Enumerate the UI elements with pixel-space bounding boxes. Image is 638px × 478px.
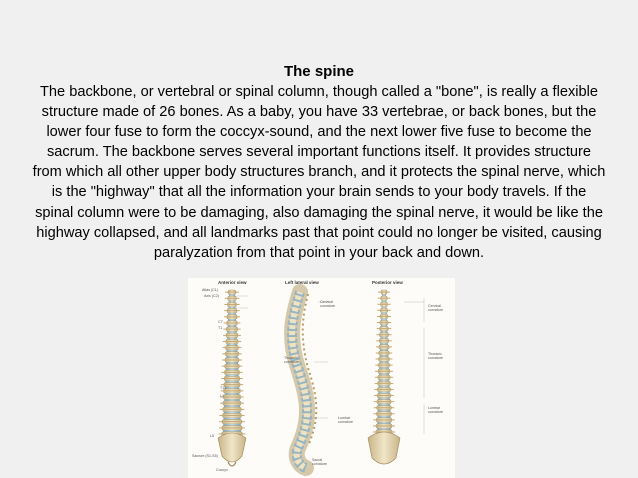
anterior-disc bbox=[227, 350, 238, 352]
posterior-disc bbox=[378, 410, 391, 412]
slide-title: The spine bbox=[283, 63, 354, 80]
posterior-sacrum bbox=[368, 432, 400, 464]
lateral-spine bbox=[292, 292, 316, 468]
anterior-disc bbox=[228, 307, 235, 309]
posterior-disc bbox=[377, 422, 390, 424]
label-l5: L5 bbox=[210, 434, 214, 438]
anterior-disc bbox=[227, 331, 236, 333]
spine-drawing bbox=[188, 278, 455, 478]
posterior-disc bbox=[381, 313, 386, 315]
posterior-disc bbox=[378, 416, 391, 418]
posterior-disc bbox=[378, 404, 390, 406]
anterior-disc bbox=[224, 405, 240, 407]
label-thoracic-curvature: Thoracic curvature bbox=[284, 356, 299, 364]
label-sacral-curvature: Sacral curvature bbox=[312, 458, 327, 466]
lateral-view-heading: Left lateral view bbox=[285, 280, 319, 285]
anterior-disc bbox=[227, 338, 237, 340]
posterior-disc bbox=[382, 294, 386, 296]
posterior-view-heading: Posterior view bbox=[372, 280, 403, 285]
anterior-spine bbox=[218, 290, 246, 466]
label-axis: Axis (C2) bbox=[204, 294, 219, 298]
posterior-disc bbox=[381, 325, 387, 327]
label-coccyx: Coccyx bbox=[216, 468, 228, 472]
anterior-disc bbox=[224, 399, 239, 401]
posterior-disc bbox=[379, 373, 389, 375]
anterior-coccyx bbox=[228, 462, 236, 466]
anterior-disc bbox=[226, 368, 239, 370]
anterior-disc bbox=[227, 344, 237, 346]
anterior-disc bbox=[225, 393, 240, 395]
anterior-disc bbox=[226, 356, 238, 358]
label-cervical-curvature: Cervical curvature bbox=[320, 300, 335, 308]
posterior-disc bbox=[382, 300, 386, 302]
spine-illustration bbox=[188, 278, 455, 478]
posterior-disc bbox=[380, 343, 388, 345]
anterior-disc bbox=[229, 301, 236, 303]
posterior-disc bbox=[378, 392, 389, 394]
anterior-disc bbox=[226, 362, 238, 364]
label-lumbar-curvature: Lumbar curvature bbox=[338, 416, 353, 424]
anterior-disc bbox=[225, 381, 239, 383]
posterior-disc bbox=[378, 398, 390, 400]
anterior-disc bbox=[228, 325, 237, 327]
posterior-disc bbox=[380, 349, 388, 351]
label-cervical-curvature-posterior: Cervical curvature bbox=[428, 304, 443, 312]
anterior-disc bbox=[228, 313, 236, 315]
posterior-disc bbox=[380, 337, 387, 339]
posterior-disc bbox=[381, 331, 388, 333]
anterior-disc bbox=[225, 387, 239, 389]
anterior-disc bbox=[225, 375, 238, 377]
anterior-disc bbox=[224, 418, 241, 420]
posterior-disc bbox=[381, 319, 387, 321]
posterior-disc bbox=[379, 386, 390, 388]
anterior-view-heading: Anterior view bbox=[218, 280, 247, 285]
anterior-disc bbox=[223, 424, 241, 426]
anterior-disc bbox=[228, 319, 236, 321]
label-sacrum: Sacrum (S1-S5) bbox=[192, 454, 218, 458]
label-lumbar-curvature-posterior: Lumbar curvature bbox=[428, 406, 443, 414]
slide-body-text: The backbone, or vertebral or spinal column, though called a "bone", is really a flexible structure made of 26 bones. As a baby, you have 33 vertebrae, or back bones, but the lower four fuse to form the coccyx-sound, and the next lower five fuse to become the sacrum. The backbone serves several important functions itself. It provides structure from which all other upper body structures branch, and it protects the spinal nerve, which is the "highway" that all the information your brain sends to your body travels. If the spinal column were to be damaging, also damaging the spinal nerve, it would be like the highway collapsed, and all landmarks past that point could no longer be visited, causing paralyzation from that point in your back and down. bbox=[32, 84, 606, 261]
posterior-spine bbox=[368, 290, 400, 464]
label-c7: C7 bbox=[218, 320, 223, 324]
posterior-disc bbox=[379, 367, 388, 369]
posterior-disc bbox=[379, 380, 389, 382]
label-t1: T1 bbox=[218, 326, 223, 330]
label-thoracic-curvature-posterior: Thoracic curvature bbox=[428, 352, 443, 360]
posterior-disc bbox=[377, 428, 391, 430]
posterior-disc bbox=[380, 355, 389, 357]
anterior-disc bbox=[224, 412, 240, 414]
label-atlas: Atlas (C1) bbox=[202, 288, 218, 292]
posterior-disc bbox=[380, 361, 389, 363]
posterior-disc bbox=[382, 307, 387, 309]
anterior-sacrum bbox=[218, 433, 246, 462]
anterior-disc bbox=[223, 430, 241, 432]
label-t12: T12 bbox=[220, 386, 227, 390]
label-l1: L1 bbox=[220, 394, 224, 398]
